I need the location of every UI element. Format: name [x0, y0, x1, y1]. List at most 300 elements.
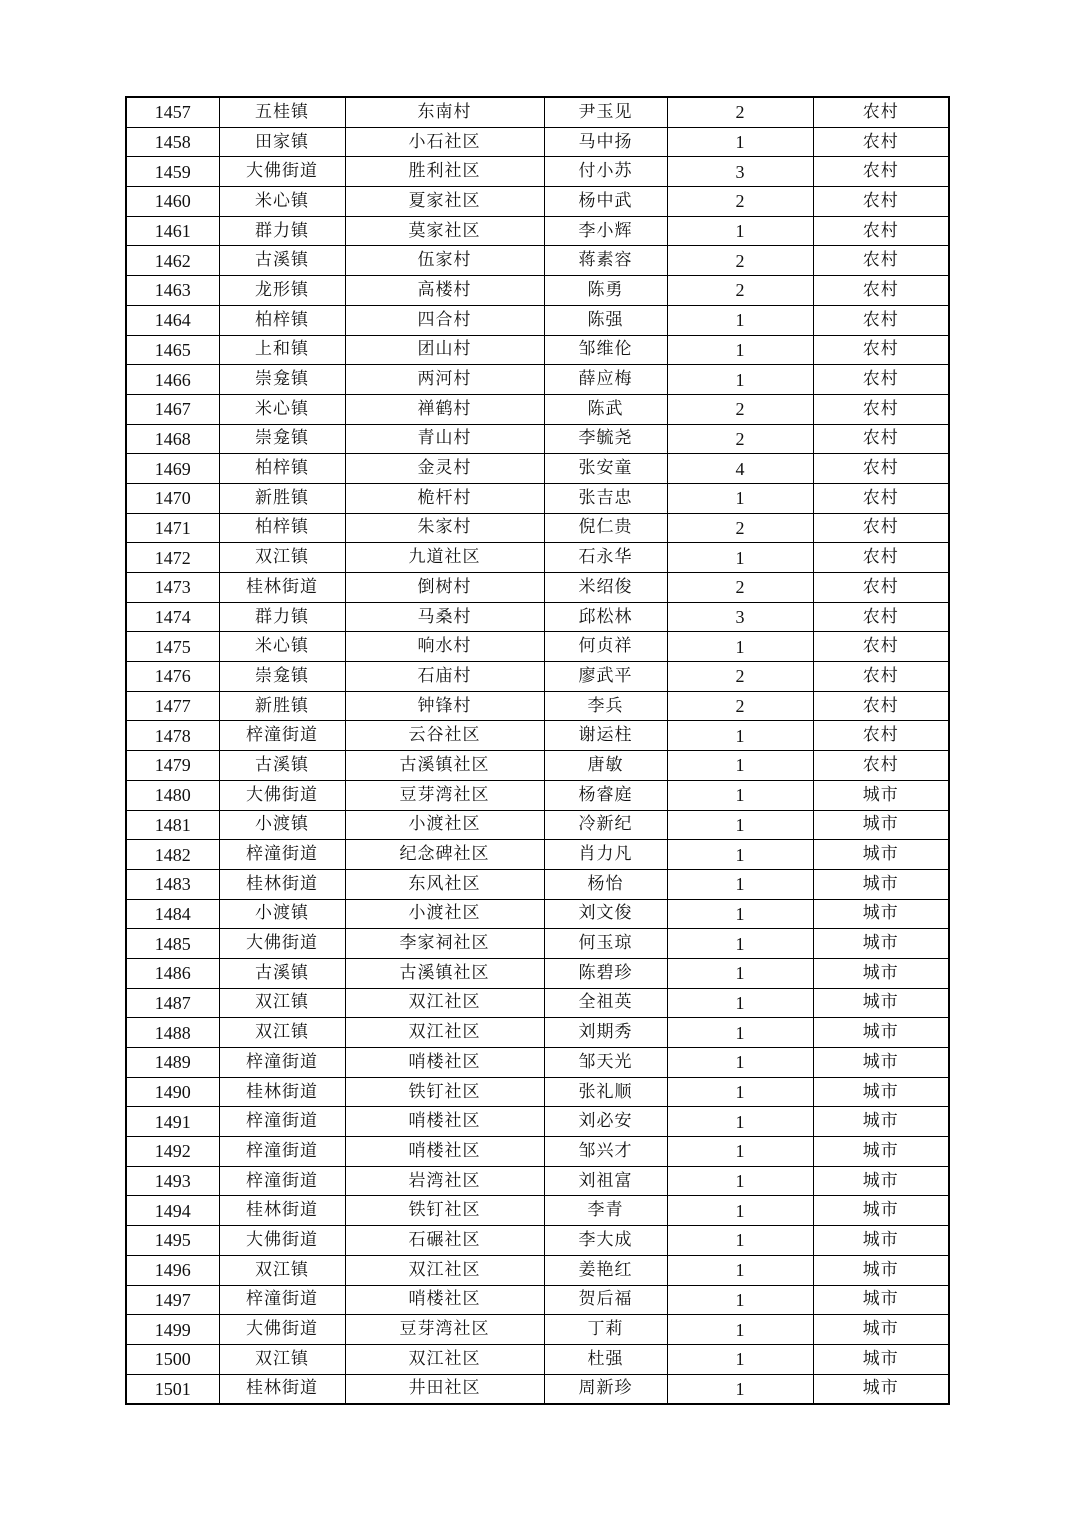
area-type-cell: 城市 [813, 1196, 949, 1226]
serial-number-cell: 1472 [126, 543, 219, 573]
area-type-cell: 城市 [813, 1107, 949, 1137]
serial-number-cell: 1462 [126, 246, 219, 276]
count-cell: 1 [667, 1137, 813, 1167]
town-cell: 梓潼街道 [219, 1285, 345, 1315]
serial-number-cell: 1484 [126, 899, 219, 929]
person-name-cell: 贺后福 [544, 1285, 667, 1315]
community-cell: 团山村 [345, 335, 544, 365]
community-cell: 胜利社区 [345, 157, 544, 187]
table-row [126, 1344, 949, 1374]
count-cell: 1 [667, 751, 813, 781]
serial-number-cell: 1459 [126, 157, 219, 187]
serial-number-cell: 1496 [126, 1255, 219, 1285]
area-type-cell: 城市 [813, 1018, 949, 1048]
table-row [126, 573, 949, 603]
table-row [126, 840, 949, 870]
community-cell: 东南村 [345, 97, 544, 127]
town-cell: 梓潼街道 [219, 1137, 345, 1167]
person-name-cell: 石永华 [544, 543, 667, 573]
town-cell: 小渡镇 [219, 899, 345, 929]
person-name-cell: 米绍俊 [544, 573, 667, 603]
community-cell: 两河村 [345, 365, 544, 395]
town-cell: 桂林街道 [219, 869, 345, 899]
person-name-cell: 杨中武 [544, 187, 667, 217]
serial-number-cell: 1477 [126, 691, 219, 721]
community-cell: 李家祠社区 [345, 929, 544, 959]
table-row [126, 662, 949, 692]
community-cell: 纪念碑社区 [345, 840, 544, 870]
count-cell: 1 [667, 127, 813, 157]
count-cell: 1 [667, 810, 813, 840]
town-cell: 双江镇 [219, 1018, 345, 1048]
person-name-cell: 丁莉 [544, 1315, 667, 1345]
serial-number-cell: 1479 [126, 751, 219, 781]
area-type-cell: 农村 [813, 543, 949, 573]
count-cell: 1 [667, 305, 813, 335]
person-name-cell: 张吉忠 [544, 483, 667, 513]
community-cell: 哨楼社区 [345, 1137, 544, 1167]
serial-number-cell: 1489 [126, 1048, 219, 1078]
table-row [126, 721, 949, 751]
count-cell: 2 [667, 691, 813, 721]
table-row [126, 1315, 949, 1345]
area-type-cell: 农村 [813, 483, 949, 513]
table-row [126, 157, 949, 187]
table-row [126, 276, 949, 306]
area-type-cell: 城市 [813, 1077, 949, 1107]
table-row [126, 602, 949, 632]
area-type-cell: 农村 [813, 721, 949, 751]
serial-number-cell: 1490 [126, 1077, 219, 1107]
town-cell: 梓潼街道 [219, 1048, 345, 1078]
person-name-cell: 杜强 [544, 1344, 667, 1374]
community-cell: 桅杆村 [345, 483, 544, 513]
community-cell: 倒树村 [345, 573, 544, 603]
count-cell: 1 [667, 543, 813, 573]
community-cell: 四合村 [345, 305, 544, 335]
serial-number-cell: 1491 [126, 1107, 219, 1137]
town-cell: 梓潼街道 [219, 1166, 345, 1196]
community-cell: 双江社区 [345, 1255, 544, 1285]
serial-number-cell: 1483 [126, 869, 219, 899]
person-name-cell: 冷新纪 [544, 810, 667, 840]
community-cell: 朱家村 [345, 513, 544, 543]
count-cell: 4 [667, 454, 813, 484]
community-cell: 双江社区 [345, 988, 544, 1018]
count-cell: 3 [667, 157, 813, 187]
person-name-cell: 马中扬 [544, 127, 667, 157]
community-cell: 古溪镇社区 [345, 958, 544, 988]
community-cell: 青山村 [345, 424, 544, 454]
count-cell: 1 [667, 929, 813, 959]
count-cell: 1 [667, 335, 813, 365]
serial-number-cell: 1487 [126, 988, 219, 1018]
area-type-cell: 农村 [813, 365, 949, 395]
table-row [126, 1107, 949, 1137]
area-type-cell: 农村 [813, 602, 949, 632]
serial-number-cell: 1468 [126, 424, 219, 454]
count-cell: 1 [667, 1107, 813, 1137]
area-type-cell: 城市 [813, 810, 949, 840]
town-cell: 古溪镇 [219, 751, 345, 781]
table-row [126, 543, 949, 573]
community-cell: 钟锋村 [345, 691, 544, 721]
town-cell: 柏梓镇 [219, 513, 345, 543]
roster-table [125, 96, 950, 1405]
area-type-cell: 城市 [813, 1048, 949, 1078]
count-cell: 2 [667, 187, 813, 217]
count-cell: 1 [667, 1226, 813, 1256]
town-cell: 大佛街道 [219, 780, 345, 810]
serial-number-cell: 1495 [126, 1226, 219, 1256]
table-row [126, 632, 949, 662]
serial-number-cell: 1465 [126, 335, 219, 365]
person-name-cell: 杨睿庭 [544, 780, 667, 810]
person-name-cell: 邹维伦 [544, 335, 667, 365]
person-name-cell: 张礼顺 [544, 1077, 667, 1107]
community-cell: 铁钉社区 [345, 1196, 544, 1226]
serial-number-cell: 1480 [126, 780, 219, 810]
town-cell: 崇龛镇 [219, 424, 345, 454]
community-cell: 双江社区 [345, 1344, 544, 1374]
table-row [126, 454, 949, 484]
person-name-cell: 姜艳红 [544, 1255, 667, 1285]
count-cell: 1 [667, 721, 813, 751]
table-row [126, 1166, 949, 1196]
area-type-cell: 城市 [813, 1315, 949, 1345]
count-cell: 1 [667, 1315, 813, 1345]
count-cell: 1 [667, 780, 813, 810]
town-cell: 群力镇 [219, 216, 345, 246]
serial-number-cell: 1486 [126, 958, 219, 988]
town-cell: 双江镇 [219, 543, 345, 573]
roster-table-body [126, 97, 949, 1404]
person-name-cell: 邹天光 [544, 1048, 667, 1078]
table-row [126, 97, 949, 127]
town-cell: 桂林街道 [219, 1196, 345, 1226]
area-type-cell: 农村 [813, 691, 949, 721]
area-type-cell: 农村 [813, 157, 949, 187]
table-row [126, 246, 949, 276]
person-name-cell: 周新珍 [544, 1374, 667, 1404]
area-type-cell: 城市 [813, 1226, 949, 1256]
serial-number-cell: 1457 [126, 97, 219, 127]
count-cell: 1 [667, 899, 813, 929]
person-name-cell: 何贞祥 [544, 632, 667, 662]
town-cell: 桂林街道 [219, 573, 345, 603]
serial-number-cell: 1474 [126, 602, 219, 632]
community-cell: 伍家村 [345, 246, 544, 276]
person-name-cell: 谢运柱 [544, 721, 667, 751]
community-cell: 豆芽湾社区 [345, 780, 544, 810]
count-cell: 1 [667, 1344, 813, 1374]
area-type-cell: 农村 [813, 751, 949, 781]
count-cell: 1 [667, 365, 813, 395]
person-name-cell: 张安童 [544, 454, 667, 484]
count-cell: 1 [667, 1374, 813, 1404]
person-name-cell: 陈勇 [544, 276, 667, 306]
town-cell: 群力镇 [219, 602, 345, 632]
town-cell: 米心镇 [219, 187, 345, 217]
table-row [126, 483, 949, 513]
count-cell: 2 [667, 424, 813, 454]
community-cell: 莫家社区 [345, 216, 544, 246]
serial-number-cell: 1470 [126, 483, 219, 513]
town-cell: 新胜镇 [219, 483, 345, 513]
count-cell: 2 [667, 246, 813, 276]
serial-number-cell: 1481 [126, 810, 219, 840]
town-cell: 桂林街道 [219, 1374, 345, 1404]
person-name-cell: 全祖英 [544, 988, 667, 1018]
community-cell: 云谷社区 [345, 721, 544, 751]
table-row [126, 810, 949, 840]
person-name-cell: 陈武 [544, 394, 667, 424]
community-cell: 小石社区 [345, 127, 544, 157]
area-type-cell: 农村 [813, 454, 949, 484]
person-name-cell: 陈强 [544, 305, 667, 335]
serial-number-cell: 1488 [126, 1018, 219, 1048]
town-cell: 柏梓镇 [219, 454, 345, 484]
community-cell: 金灵村 [345, 454, 544, 484]
count-cell: 2 [667, 662, 813, 692]
area-type-cell: 城市 [813, 840, 949, 870]
town-cell: 田家镇 [219, 127, 345, 157]
person-name-cell: 尹玉见 [544, 97, 667, 127]
community-cell: 铁钉社区 [345, 1077, 544, 1107]
town-cell: 上和镇 [219, 335, 345, 365]
serial-number-cell: 1501 [126, 1374, 219, 1404]
serial-number-cell: 1458 [126, 127, 219, 157]
serial-number-cell: 1471 [126, 513, 219, 543]
area-type-cell: 城市 [813, 1255, 949, 1285]
town-cell: 大佛街道 [219, 1226, 345, 1256]
person-name-cell: 杨怡 [544, 869, 667, 899]
table-row [126, 127, 949, 157]
table-row [126, 424, 949, 454]
serial-number-cell: 1464 [126, 305, 219, 335]
table-row [126, 335, 949, 365]
serial-number-cell: 1463 [126, 276, 219, 306]
town-cell: 梓潼街道 [219, 840, 345, 870]
count-cell: 1 [667, 216, 813, 246]
person-name-cell: 邹兴才 [544, 1137, 667, 1167]
area-type-cell: 农村 [813, 632, 949, 662]
town-cell: 崇龛镇 [219, 365, 345, 395]
area-type-cell: 农村 [813, 97, 949, 127]
area-type-cell: 农村 [813, 424, 949, 454]
town-cell: 新胜镇 [219, 691, 345, 721]
area-type-cell: 城市 [813, 869, 949, 899]
area-type-cell: 城市 [813, 1374, 949, 1404]
table-row [126, 780, 949, 810]
area-type-cell: 城市 [813, 780, 949, 810]
area-type-cell: 城市 [813, 958, 949, 988]
table-row [126, 1137, 949, 1167]
person-name-cell: 肖力凡 [544, 840, 667, 870]
area-type-cell: 农村 [813, 573, 949, 603]
town-cell: 古溪镇 [219, 958, 345, 988]
table-row [126, 869, 949, 899]
area-type-cell: 城市 [813, 988, 949, 1018]
community-cell: 禅鹤村 [345, 394, 544, 424]
area-type-cell: 农村 [813, 305, 949, 335]
count-cell: 2 [667, 513, 813, 543]
town-cell: 大佛街道 [219, 1315, 345, 1345]
table-row [126, 751, 949, 781]
count-cell: 1 [667, 1018, 813, 1048]
count-cell: 2 [667, 394, 813, 424]
person-name-cell: 邱松林 [544, 602, 667, 632]
table-row [126, 1196, 949, 1226]
community-cell: 岩湾社区 [345, 1166, 544, 1196]
table-row [126, 1374, 949, 1404]
town-cell: 米心镇 [219, 394, 345, 424]
serial-number-cell: 1493 [126, 1166, 219, 1196]
count-cell: 1 [667, 483, 813, 513]
count-cell: 1 [667, 1077, 813, 1107]
area-type-cell: 城市 [813, 1137, 949, 1167]
area-type-cell: 城市 [813, 929, 949, 959]
count-cell: 1 [667, 1166, 813, 1196]
area-type-cell: 农村 [813, 246, 949, 276]
serial-number-cell: 1499 [126, 1315, 219, 1345]
community-cell: 马桑村 [345, 602, 544, 632]
table-row [126, 1285, 949, 1315]
count-cell: 1 [667, 988, 813, 1018]
serial-number-cell: 1485 [126, 929, 219, 959]
table-row [126, 305, 949, 335]
table-row [126, 691, 949, 721]
community-cell: 井田社区 [345, 1374, 544, 1404]
person-name-cell: 李大成 [544, 1226, 667, 1256]
serial-number-cell: 1497 [126, 1285, 219, 1315]
count-cell: 1 [667, 1285, 813, 1315]
person-name-cell: 李毓尧 [544, 424, 667, 454]
table-row [126, 1226, 949, 1256]
town-cell: 小渡镇 [219, 810, 345, 840]
table-row [126, 988, 949, 1018]
count-cell: 2 [667, 276, 813, 306]
person-name-cell: 刘文俊 [544, 899, 667, 929]
community-cell: 石碾社区 [345, 1226, 544, 1256]
area-type-cell: 农村 [813, 335, 949, 365]
community-cell: 古溪镇社区 [345, 751, 544, 781]
serial-number-cell: 1494 [126, 1196, 219, 1226]
town-cell: 古溪镇 [219, 246, 345, 276]
community-cell: 小渡社区 [345, 899, 544, 929]
area-type-cell: 农村 [813, 276, 949, 306]
table-row [126, 365, 949, 395]
town-cell: 五桂镇 [219, 97, 345, 127]
table-row [126, 929, 949, 959]
community-cell: 小渡社区 [345, 810, 544, 840]
count-cell: 2 [667, 97, 813, 127]
area-type-cell: 农村 [813, 513, 949, 543]
person-name-cell: 蒋素容 [544, 246, 667, 276]
table-row [126, 394, 949, 424]
serial-number-cell: 1492 [126, 1137, 219, 1167]
community-cell: 九道社区 [345, 543, 544, 573]
community-cell: 豆芽湾社区 [345, 1315, 544, 1345]
serial-number-cell: 1478 [126, 721, 219, 751]
community-cell: 双江社区 [345, 1018, 544, 1048]
town-cell: 双江镇 [219, 1255, 345, 1285]
table-row [126, 1048, 949, 1078]
community-cell: 响水村 [345, 632, 544, 662]
community-cell: 哨楼社区 [345, 1107, 544, 1137]
area-type-cell: 城市 [813, 899, 949, 929]
serial-number-cell: 1460 [126, 187, 219, 217]
person-name-cell: 刘期秀 [544, 1018, 667, 1048]
count-cell: 1 [667, 1048, 813, 1078]
person-name-cell: 陈碧珍 [544, 958, 667, 988]
community-cell: 石庙村 [345, 662, 544, 692]
town-cell: 梓潼街道 [219, 721, 345, 751]
community-cell: 东风社区 [345, 869, 544, 899]
area-type-cell: 城市 [813, 1344, 949, 1374]
count-cell: 1 [667, 1255, 813, 1285]
person-name-cell: 廖武平 [544, 662, 667, 692]
town-cell: 崇龛镇 [219, 662, 345, 692]
table-row [126, 1077, 949, 1107]
table-row [126, 216, 949, 246]
serial-number-cell: 1469 [126, 454, 219, 484]
table-row [126, 513, 949, 543]
area-type-cell: 农村 [813, 187, 949, 217]
town-cell: 龙形镇 [219, 276, 345, 306]
person-name-cell: 何玉琼 [544, 929, 667, 959]
serial-number-cell: 1467 [126, 394, 219, 424]
table-row [126, 187, 949, 217]
serial-number-cell: 1476 [126, 662, 219, 692]
count-cell: 1 [667, 958, 813, 988]
community-cell: 高楼村 [345, 276, 544, 306]
person-name-cell: 倪仁贵 [544, 513, 667, 543]
town-cell: 大佛街道 [219, 157, 345, 187]
count-cell: 1 [667, 1196, 813, 1226]
community-cell: 哨楼社区 [345, 1285, 544, 1315]
count-cell: 1 [667, 869, 813, 899]
community-cell: 哨楼社区 [345, 1048, 544, 1078]
serial-number-cell: 1475 [126, 632, 219, 662]
person-name-cell: 刘祖富 [544, 1166, 667, 1196]
person-name-cell: 唐敏 [544, 751, 667, 781]
area-type-cell: 农村 [813, 216, 949, 246]
person-name-cell: 李小辉 [544, 216, 667, 246]
area-type-cell: 农村 [813, 127, 949, 157]
person-name-cell: 李青 [544, 1196, 667, 1226]
town-cell: 梓潼街道 [219, 1107, 345, 1137]
count-cell: 3 [667, 602, 813, 632]
person-name-cell: 刘必安 [544, 1107, 667, 1137]
count-cell: 2 [667, 573, 813, 603]
town-cell: 桂林街道 [219, 1077, 345, 1107]
town-cell: 大佛街道 [219, 929, 345, 959]
table-row [126, 1255, 949, 1285]
serial-number-cell: 1466 [126, 365, 219, 395]
serial-number-cell: 1461 [126, 216, 219, 246]
table-row [126, 899, 949, 929]
area-type-cell: 城市 [813, 1285, 949, 1315]
count-cell: 1 [667, 840, 813, 870]
serial-number-cell: 1473 [126, 573, 219, 603]
area-type-cell: 农村 [813, 662, 949, 692]
person-name-cell: 付小苏 [544, 157, 667, 187]
town-cell: 双江镇 [219, 1344, 345, 1374]
area-type-cell: 城市 [813, 1166, 949, 1196]
area-type-cell: 农村 [813, 394, 949, 424]
serial-number-cell: 1500 [126, 1344, 219, 1374]
